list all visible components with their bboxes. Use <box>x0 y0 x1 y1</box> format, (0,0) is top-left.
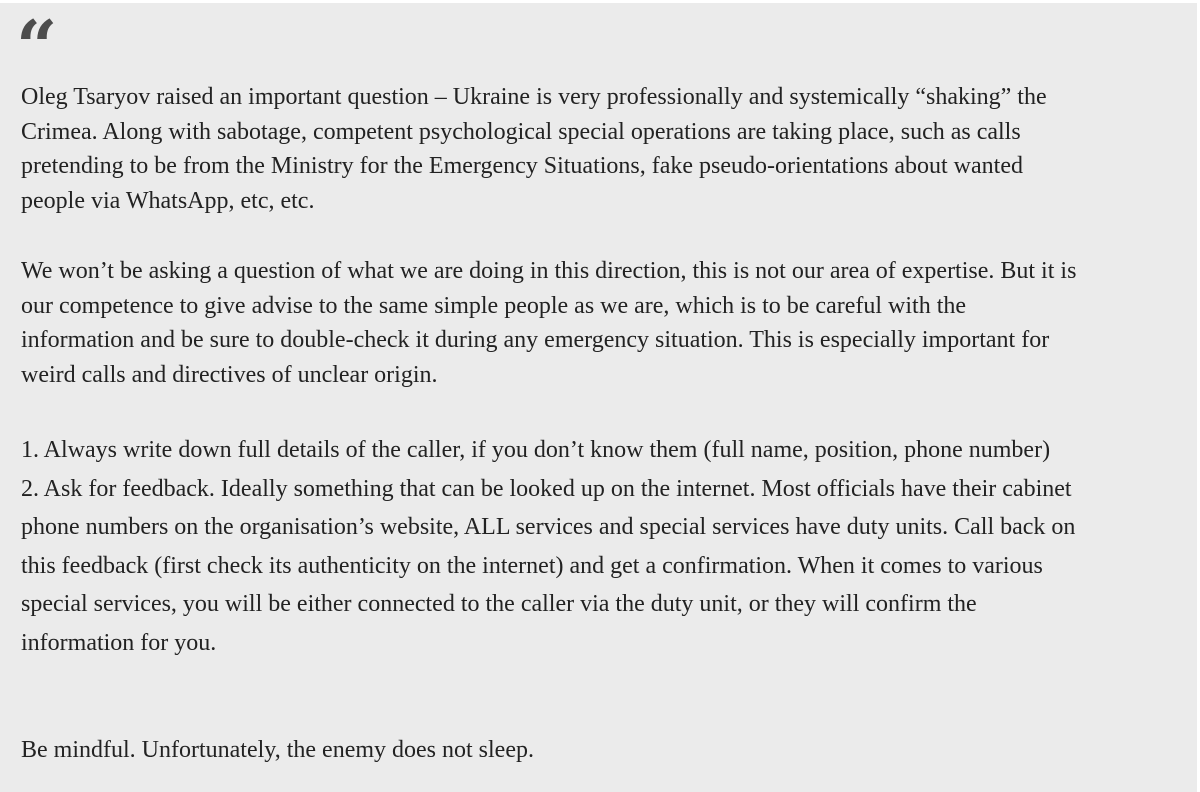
numbered-list <box>21 431 1191 662</box>
text-line: information and be sure to double-check it during any emergency situation. This is especially important for <box>21 327 1050 353</box>
text-line: weird calls and directives of unclear origin. <box>21 361 438 388</box>
text-line: Crimea. Along with sabotage, competent psychological special operations are taking place, such as calls <box>21 118 1021 145</box>
quotation-mark-icon: “ <box>16 4 56 89</box>
text-line: our competence to give advise to the same simple people as we are, which is to be careful with the <box>21 292 967 319</box>
list-item: 1. Always write down full details of the caller, if you don’t know them (full name, position, phone number) <box>21 437 1051 463</box>
list-item-continuation: special services, you will be either connected to the caller via the duty unit, or they will confirm the <box>21 591 977 617</box>
list-item-continuation: phone numbers on the organisation’s website, ALL services and special services have duty units. Call back on <box>21 514 1076 540</box>
text-line: people via WhatsApp, etc, etc. <box>21 188 315 215</box>
list-item: 2. Ask for feedback. Ideally something that can be looked up on the internet. Most officials have their cabinet <box>21 475 1072 502</box>
paragraph-advice <box>21 254 1191 392</box>
closing-line: Be mindful. Unfortunately, the enemy does not sleep. <box>21 737 534 763</box>
text-line: pretending to be from the Ministry for the Emergency Situations, fake pseudo-orientations about wanted <box>21 153 1023 180</box>
list-item-continuation: information for you. <box>21 629 217 656</box>
quote-card <box>0 3 1197 792</box>
list-item-continuation: this feedback (first check its authenticity on the internet) and get a confirmation. When it comes to various <box>21 552 1043 579</box>
paragraph-intro <box>21 80 1191 219</box>
text-line: We won’t be asking a question of what we are doing in this direction, this is not our area of expertise. But it is <box>21 258 1077 284</box>
text-line: Oleg Tsaryov raised an important question – Ukraine is very professionally and systemically “shaking” the <box>21 84 1047 110</box>
